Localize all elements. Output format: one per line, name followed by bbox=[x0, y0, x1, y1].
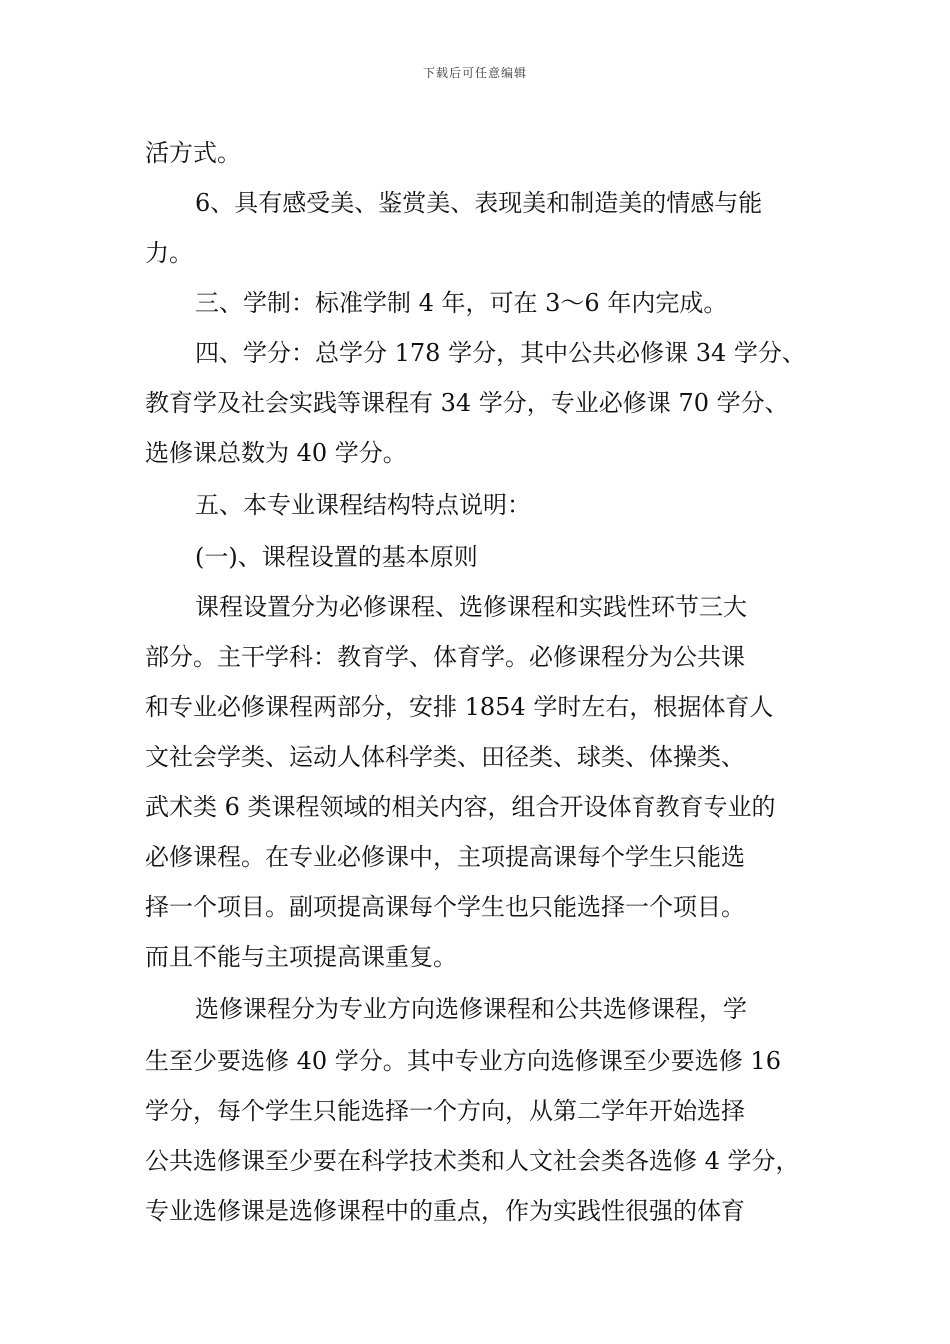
text-line: 学分，每个学生只能选择一个方向，从第二学年开始选择 bbox=[145, 1097, 745, 1125]
text-line: 教育学及社会实践等课程有 34 学分，专业必修课 70 学分、 bbox=[145, 389, 789, 417]
text-line: 武术类 6 类课程领域的相关内容，组合开设体育教育专业的 bbox=[145, 793, 776, 821]
text-line: 必修课程。在专业必修课中，主项提高课每个学生只能选 bbox=[145, 843, 745, 871]
text-line: 6、具有感受美、鉴赏美、表现美和制造美的情感与能 bbox=[195, 189, 763, 217]
text-line: 选修课总数为 40 学分。 bbox=[145, 439, 407, 467]
page-header: 下载后可任意编辑 bbox=[422, 66, 527, 80]
text-line: 而且不能与主项提高课重复。 bbox=[145, 943, 457, 971]
text-line: 四、学分：总学分 178 学分，其中公共必修课 34 学分、 bbox=[195, 339, 806, 367]
text-line: 活方式。 bbox=[145, 139, 241, 167]
text-line: 公共选修课至少要在科学技术类和人文社会类各选修 4 学分， bbox=[145, 1147, 800, 1175]
text-line: 三、学制：标准学制 4 年，可在 3～6 年内完成。 bbox=[195, 289, 728, 317]
section-heading: 五、本专业课程结构特点说明： bbox=[195, 491, 531, 519]
text-line: 选修课程分为专业方向选修课程和公共选修课程，学 bbox=[195, 995, 747, 1023]
text-line: 课程设置分为必修课程、选修课程和实践性环节三大 bbox=[195, 593, 747, 621]
text-line: 文社会学类、运动人体科学类、田径类、球类、体操类、 bbox=[145, 743, 745, 771]
text-line: 择一个项目。副项提高课每个学生也只能选择一个项目。 bbox=[145, 893, 745, 921]
text-line: 部分。主干学科：教育学、体育学。必修课程分为公共课 bbox=[145, 643, 745, 671]
subsection-heading: (一)、课程设置的基本原则 bbox=[195, 543, 478, 571]
text-line: 专业选修课是选修课程中的重点，作为实践性很强的体育 bbox=[145, 1197, 745, 1225]
text-line: 生至少要选修 40 学分。其中专业方向选修课至少要选修 16 bbox=[145, 1047, 781, 1075]
text-line: 力。 bbox=[145, 239, 193, 267]
document-body bbox=[145, 128, 813, 1236]
text-line: 和专业必修课程两部分，安排 1854 学时左右，根据体育人 bbox=[145, 693, 774, 721]
